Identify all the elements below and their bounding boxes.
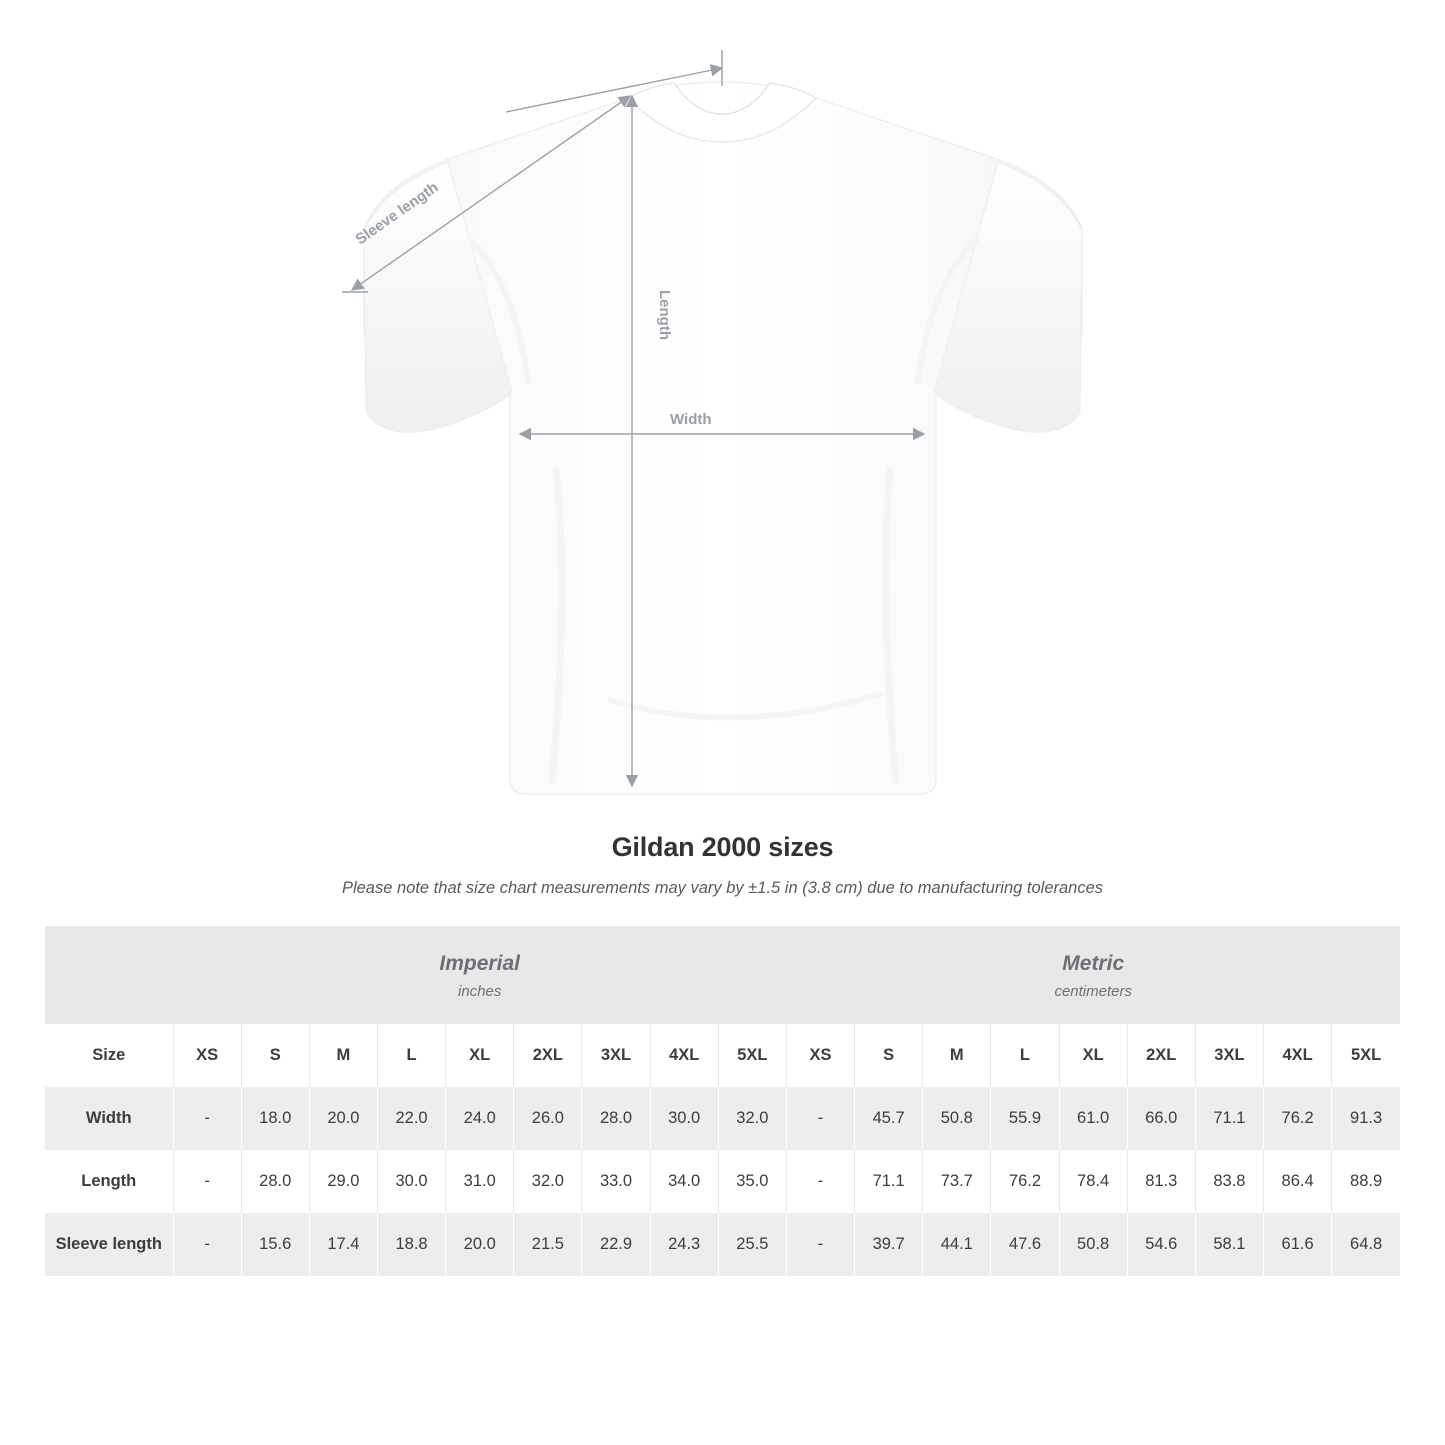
length-imperial-xs: - <box>173 1150 241 1213</box>
sleeve-metric-s: 39.7 <box>855 1213 923 1276</box>
metric-name: Metric <box>1062 952 1125 975</box>
width-metric-xs: - <box>786 1087 854 1150</box>
length-metric-3xl: 83.8 <box>1195 1150 1263 1213</box>
length-metric-xs: - <box>786 1150 854 1213</box>
width-imperial-m: 20.0 <box>309 1087 377 1150</box>
length-imperial-4xl: 34.0 <box>650 1150 718 1213</box>
width-metric-l: 55.9 <box>991 1087 1059 1150</box>
size-header: Size <box>45 1024 173 1087</box>
sleeve-metric-l: 47.6 <box>991 1213 1059 1276</box>
size-table <box>45 926 1400 1276</box>
sleeve-metric-m: 44.1 <box>923 1213 991 1276</box>
length-imperial-3xl: 33.0 <box>582 1150 650 1213</box>
metric-sub: centimeters <box>1054 983 1132 1000</box>
tolerance-note: Please note that size chart measurements may vary by ±1.5 in (3.8 cm) due to manufacturing tolerances <box>341 879 1104 897</box>
width-metric-3xl: 71.1 <box>1195 1087 1263 1150</box>
imperial-sub: inches <box>458 983 502 1000</box>
metric-unit-header <box>786 926 1400 1024</box>
length-metric-m: 73.7 <box>923 1150 991 1213</box>
length-label: Length <box>656 290 673 340</box>
length-imperial-2xl: 32.0 <box>514 1150 582 1213</box>
sleeve-imperial-l: 18.8 <box>377 1213 445 1276</box>
size-header-imperial-s: S <box>241 1024 309 1087</box>
size-header-metric-l: L <box>991 1024 1059 1087</box>
sleeve-imperial-s: 15.6 <box>241 1213 309 1276</box>
width-imperial-5xl: 32.0 <box>718 1087 786 1150</box>
length-metric-2xl: 81.3 <box>1127 1150 1195 1213</box>
imperial-unit-header <box>173 926 786 1024</box>
size-header-imperial-m: M <box>309 1024 377 1087</box>
size-header-imperial-4xl: 4XL <box>650 1024 718 1087</box>
width-imperial-4xl: 30.0 <box>650 1087 718 1150</box>
width-metric-xl: 61.0 <box>1059 1087 1127 1150</box>
table-row <box>45 1213 1400 1276</box>
sleeve-metric-xl: 50.8 <box>1059 1213 1127 1276</box>
sleeve-imperial-5xl: 25.5 <box>718 1213 786 1276</box>
units-row <box>45 926 1400 1024</box>
size-header-imperial-2xl: 2XL <box>514 1024 582 1087</box>
sizes-header-row <box>45 1024 1400 1087</box>
sleeve-imperial-xl: 20.0 <box>446 1213 514 1276</box>
sleeve-metric-5xl: 64.8 <box>1332 1213 1400 1276</box>
sleeve-imperial-m: 17.4 <box>309 1213 377 1276</box>
width-imperial-l: 22.0 <box>377 1087 445 1150</box>
imperial-name: Imperial <box>439 952 520 975</box>
title-block <box>0 832 1445 898</box>
width-imperial-xs: - <box>173 1087 241 1150</box>
page-title: Gildan 2000 sizes <box>611 832 834 862</box>
row-label-width: Width <box>45 1087 173 1150</box>
sleeve-imperial-4xl: 24.3 <box>650 1213 718 1276</box>
length-imperial-s: 28.0 <box>241 1150 309 1213</box>
row-label-sleeve-length: Sleeve length <box>45 1213 173 1276</box>
width-imperial-xl: 24.0 <box>446 1087 514 1150</box>
width-imperial-2xl: 26.0 <box>514 1087 582 1150</box>
width-imperial-3xl: 28.0 <box>582 1087 650 1150</box>
tshirt-graphic <box>364 82 1082 794</box>
size-header-metric-5xl: 5XL <box>1332 1024 1400 1087</box>
width-metric-2xl: 66.0 <box>1127 1087 1195 1150</box>
table-row <box>45 1150 1400 1213</box>
length-imperial-m: 29.0 <box>309 1150 377 1213</box>
row-label-length: Length <box>45 1150 173 1213</box>
length-imperial-l: 30.0 <box>377 1150 445 1213</box>
width-metric-4xl: 76.2 <box>1264 1087 1332 1150</box>
size-header-metric-xs: XS <box>786 1024 854 1087</box>
size-header-imperial-l: L <box>377 1024 445 1087</box>
sleeve-imperial-2xl: 21.5 <box>514 1213 582 1276</box>
width-imperial-s: 18.0 <box>241 1087 309 1150</box>
size-header-imperial-3xl: 3XL <box>582 1024 650 1087</box>
width-label: Width <box>670 411 712 428</box>
size-header-metric-4xl: 4XL <box>1264 1024 1332 1087</box>
size-table-wrap <box>45 926 1400 1276</box>
sleeve-metric-4xl: 61.6 <box>1264 1213 1332 1276</box>
width-metric-5xl: 91.3 <box>1332 1087 1400 1150</box>
sleeve-metric-xs: - <box>786 1213 854 1276</box>
table-row <box>45 1087 1400 1150</box>
size-header-metric-xl: XL <box>1059 1024 1127 1087</box>
width-metric-m: 50.8 <box>923 1087 991 1150</box>
units-spacer <box>45 926 173 1024</box>
size-header-imperial-xs: XS <box>173 1024 241 1087</box>
sleeve-imperial-3xl: 22.9 <box>582 1213 650 1276</box>
length-imperial-5xl: 35.0 <box>718 1150 786 1213</box>
length-metric-5xl: 88.9 <box>1332 1150 1400 1213</box>
sleeve-metric-3xl: 58.1 <box>1195 1213 1263 1276</box>
length-metric-xl: 78.4 <box>1059 1150 1127 1213</box>
width-metric-s: 45.7 <box>855 1087 923 1150</box>
size-header-imperial-xl: XL <box>446 1024 514 1087</box>
size-header-imperial-5xl: 5XL <box>718 1024 786 1087</box>
length-metric-s: 71.1 <box>855 1150 923 1213</box>
sleeve-imperial-xs: - <box>173 1213 241 1276</box>
length-imperial-xl: 31.0 <box>446 1150 514 1213</box>
sleeve-length-label: Sleeve length <box>352 178 442 249</box>
length-metric-l: 76.2 <box>991 1150 1059 1213</box>
size-header-metric-m: M <box>923 1024 991 1087</box>
size-header-metric-3xl: 3XL <box>1195 1024 1263 1087</box>
sleeve-metric-2xl: 54.6 <box>1127 1213 1195 1276</box>
size-header-metric-2xl: 2XL <box>1127 1024 1195 1087</box>
length-metric-4xl: 86.4 <box>1264 1150 1332 1213</box>
size-header-metric-s: S <box>855 1024 923 1087</box>
